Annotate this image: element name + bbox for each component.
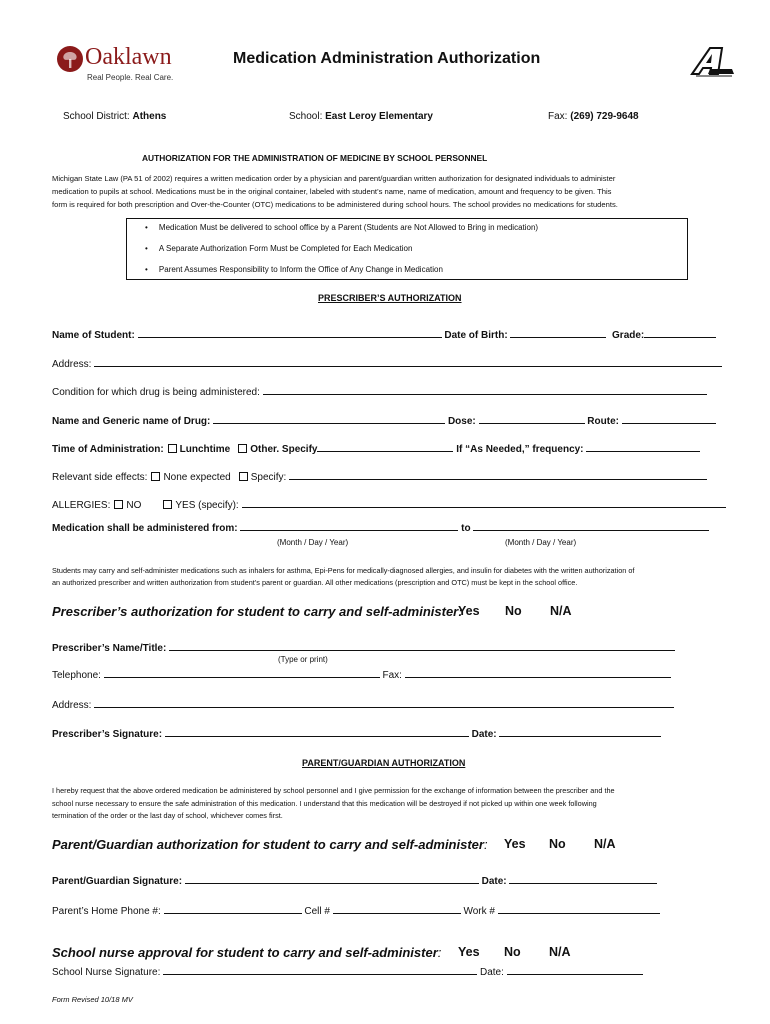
- nurse-yes-option[interactable]: Yes: [458, 945, 480, 959]
- nurse-approval-text: School nurse approval for student to carry and self-administer: [52, 945, 438, 960]
- nurse-approval-colon: :: [437, 945, 442, 960]
- telephone-field[interactable]: [104, 668, 380, 678]
- carry-line-2: an authorized prescriber and written authorization from student’s parent or guardian. All other medications (prescription and OTC) must be kept in the school office.: [52, 578, 578, 587]
- nurse-date-label: Date: [479, 967, 502, 978]
- grade-field[interactable]: [644, 328, 716, 338]
- fax-label: Fax:: [548, 111, 571, 122]
- row-side-effects: [52, 470, 707, 483]
- condition-label: Condition for which drug is being administered:: [52, 387, 260, 398]
- row-student: [52, 328, 716, 341]
- side-effects-field[interactable]: [289, 470, 707, 480]
- athens-a-icon: [688, 44, 738, 78]
- school-label: School:: [289, 111, 326, 122]
- admin-to-label: to: [461, 523, 471, 534]
- to-date-hint: (Month / Day / Year): [505, 538, 577, 547]
- parent-heading: PARENT/GUARDIAN AUTHORIZATION: [302, 758, 466, 768]
- parent-signature-label: Parent/Guardian Signature:: [52, 876, 183, 887]
- prescriber-fax-label: Fax:: [382, 670, 402, 681]
- allergies-label: ALLERGIES:: [52, 500, 111, 511]
- row-time: [52, 442, 700, 455]
- nurse-na-option[interactable]: N/A: [549, 945, 571, 959]
- school-district: [63, 111, 166, 122]
- tree-icon: [55, 44, 85, 74]
- prescriber-heading: PRESCRIBER’S AUTHORIZATION: [318, 293, 462, 303]
- bullet-3-text: Parent Assumes Responsibility to Inform the Office of Any Change in Medication: [158, 265, 443, 274]
- other-checkbox[interactable]: [238, 444, 247, 453]
- row-address: [52, 357, 722, 370]
- bullet-3: • Parent Assumes Responsibility to Inform the Office of Any Change in Medication: [145, 265, 443, 274]
- logo-name: Oaklawn: [85, 44, 172, 70]
- dose-field[interactable]: [479, 414, 585, 424]
- row-prescriber-name: [52, 641, 675, 654]
- intro-heading: AUTHORIZATION FOR THE ADMINISTRATION OF MEDICINE BY SCHOOL PERSONNEL: [142, 153, 488, 163]
- row-nurse-signature: [52, 965, 643, 978]
- prescriber-date-field[interactable]: [499, 727, 661, 737]
- other-specify-field[interactable]: [317, 442, 453, 452]
- specify-label: Specify:: [250, 472, 287, 483]
- carry-paragraph: [52, 565, 634, 589]
- instructions-box: [126, 218, 688, 280]
- parent-na-option[interactable]: N/A: [594, 837, 616, 851]
- from-date-hint: (Month / Day / Year): [277, 538, 349, 547]
- condition-field[interactable]: [263, 385, 707, 395]
- prescriber-na-option[interactable]: N/A: [550, 604, 572, 618]
- lunchtime-label: Lunchtime: [179, 444, 231, 455]
- parent-line-3: termination of the order or the last day of school, whichever comes first.: [52, 811, 283, 820]
- prescriber-fax-field[interactable]: [405, 668, 671, 678]
- nurse-approval-question: [52, 945, 441, 960]
- prescriber-signature-label: Prescriber’s Signature:: [52, 729, 163, 740]
- address-field[interactable]: [94, 357, 722, 367]
- logo-tagline: Real People. Real Care.: [87, 73, 174, 82]
- cell-field[interactable]: [333, 904, 461, 914]
- nurse-date-field[interactable]: [507, 965, 643, 975]
- carry-line-1: Students may carry and self-administer medications such as inhalers for asthma, Epi-Pens for medically-diagnosed allergies, and insulin for diabetes with the written authorization of: [52, 566, 635, 575]
- row-parent-signature: [52, 874, 657, 887]
- allergies-yes-label: YES (specify):: [175, 500, 239, 511]
- fax-value: (269) 729-9648: [570, 111, 639, 122]
- allergies-no-label: NO: [126, 500, 142, 511]
- parent-yes-option[interactable]: Yes: [504, 837, 526, 851]
- parent-carry-question: [52, 837, 488, 852]
- dob-field[interactable]: [510, 328, 606, 338]
- prescriber-yes-option[interactable]: Yes: [458, 604, 480, 618]
- parent-carry-question-text: Parent/Guardian authorization for student to carry and self-administer: [52, 837, 484, 852]
- row-parent-phones: [52, 904, 660, 917]
- frequency-field[interactable]: [586, 442, 700, 452]
- row-drug: [52, 414, 716, 427]
- prescriber-signature-field[interactable]: [165, 727, 469, 737]
- row-prescriber-address: [52, 698, 674, 711]
- bullet-2: • A Separate Authorization Form Must be Completed for Each Medication: [145, 244, 413, 253]
- drug-field[interactable]: [213, 414, 445, 424]
- admin-to-field[interactable]: [473, 521, 709, 531]
- dob-label: Date of Birth:: [444, 330, 508, 341]
- district-value: Athens: [132, 111, 167, 122]
- prescriber-address-field[interactable]: [94, 698, 674, 708]
- work-label: Work #: [463, 906, 495, 917]
- nurse-signature-label: School Nurse Signature: [52, 967, 158, 978]
- form-revised: Form Revised 10/18 MV: [52, 995, 133, 1004]
- bullet-1: • Medication Must be delivered to school office by a Parent (Students are Not Allowed to Bring in medication): [145, 223, 539, 232]
- oaklawn-logo: [55, 44, 185, 84]
- row-telephone: [52, 668, 671, 681]
- bullet-2-text: A Separate Authorization Form Must be Completed for Each Medication: [158, 244, 413, 253]
- prescriber-date-label: Date:: [471, 729, 497, 740]
- home-phone-label: Parent’s Home Phone #:: [52, 906, 161, 917]
- parent-date-label: Date:: [481, 876, 507, 887]
- row-admin-dates: [52, 521, 709, 534]
- nurse-signature-colon: :: [157, 967, 161, 978]
- work-field[interactable]: [498, 904, 660, 914]
- allergies-yes-checkbox[interactable]: [163, 500, 172, 509]
- parent-line-1: I hereby request that the above ordered medication be administered by school personnel and I give permission for the exchange of information between the prescriber and the: [52, 786, 615, 795]
- parent-date-field[interactable]: [509, 874, 657, 884]
- specify-checkbox[interactable]: [239, 472, 248, 481]
- other-specify-label: Other. Specify: [250, 444, 318, 455]
- prescriber-address-label: Address:: [52, 700, 92, 711]
- school: [289, 111, 433, 122]
- row-condition: [52, 385, 707, 398]
- parent-line-2: school nurse necessary to ensure the safe administration of this medication. I understand that this medication will be destroyed if not picked up within one week following: [52, 798, 597, 808]
- intro-line-2: medication to pupils at school. Medications must be in the original container, labeled with student’s name, name of medication, amount and frequency to be given. This: [52, 187, 612, 196]
- fax: [548, 111, 639, 122]
- parent-signature-field[interactable]: [185, 874, 479, 884]
- student-name-field[interactable]: [138, 328, 442, 338]
- address-label: Address:: [52, 359, 92, 370]
- dose-label: Dose:: [447, 416, 476, 427]
- parent-carry-colon: :: [483, 837, 488, 852]
- parent-no-option[interactable]: No: [549, 837, 566, 851]
- intro-line-3: form is required for both prescription and Over-the-Counter (OTC) medications to be administered during school hours. The school provides no medications for students.: [52, 200, 618, 209]
- none-expected-checkbox[interactable]: [151, 472, 160, 481]
- drug-label: Name and Generic name of Drug:: [52, 416, 211, 427]
- nurse-no-option[interactable]: No: [504, 945, 521, 959]
- type-or-print-hint: (Type or print): [278, 655, 328, 664]
- route-label: Route:: [587, 416, 619, 427]
- home-phone-field[interactable]: [164, 904, 302, 914]
- as-needed-label: If “As Needed,” frequency:: [456, 444, 584, 455]
- parent-paragraph: [52, 785, 615, 823]
- prescriber-no-option[interactable]: No: [505, 604, 522, 618]
- bullet-1-text: Medication Must be delivered to school office by a Parent (Students are Not Allowed to Bring in medication): [158, 223, 539, 232]
- intro-line-1: Michigan State Law (PA 51 of 2002) requires a written medication order by a physician and parent/guardian written authorization for designated individuals to administer: [52, 174, 616, 183]
- lunchtime-checkbox[interactable]: [168, 444, 177, 453]
- telephone-label: Telephone:: [52, 670, 101, 681]
- row-allergies: [52, 498, 726, 511]
- none-expected-label: None expected: [163, 472, 231, 483]
- side-effects-label: Relevant side effects:: [52, 472, 148, 483]
- allergies-field[interactable]: [242, 498, 726, 508]
- prescriber-name-field[interactable]: [169, 641, 675, 651]
- page-title: Medication Administration Authorization: [233, 50, 541, 67]
- nurse-date-colon: :: [501, 967, 504, 978]
- district-label: School District:: [63, 111, 133, 122]
- admin-from-label: Medication shall be administered from:: [52, 523, 238, 534]
- row-prescriber-signature: [52, 727, 661, 740]
- route-field[interactable]: [622, 414, 716, 424]
- prescriber-carry-question: Prescriber’s authorization for student to carry and self-administer:: [52, 604, 463, 619]
- prescriber-name-label: Prescriber’s Name/Title:: [52, 643, 167, 654]
- student-name-label: Name of Student:: [52, 330, 135, 341]
- cell-label: Cell #: [304, 906, 330, 917]
- grade-label: Grade:: [612, 330, 645, 341]
- intro-paragraph: [52, 172, 752, 211]
- time-label: Time of Administration:: [52, 444, 164, 455]
- admin-from-field[interactable]: [240, 521, 458, 531]
- school-value: East Leroy Elementary: [325, 111, 433, 122]
- nurse-signature-field[interactable]: [163, 965, 477, 975]
- allergies-no-checkbox[interactable]: [114, 500, 123, 509]
